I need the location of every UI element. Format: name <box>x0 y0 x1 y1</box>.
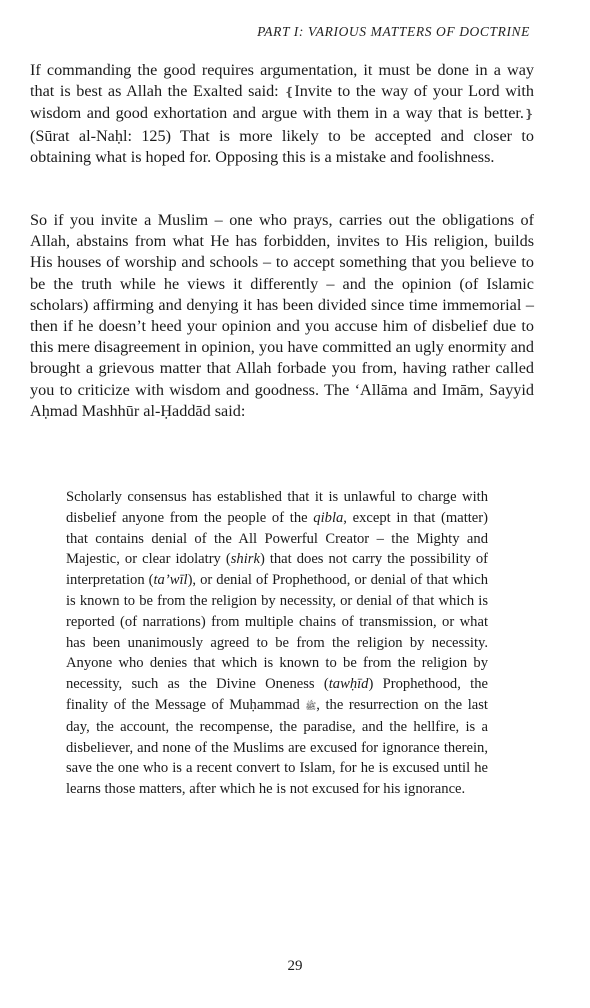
quote-segment-5: ) Prophethood, the finality of the Message of Muḥammad <box>66 676 488 713</box>
term-tawil: ta’wīl <box>153 572 188 589</box>
quote-segment-2: , except in that (matter) that contains denial of the All Powerful Creator – the Mighty and Majestic, or clear idolatry ( <box>66 509 489 568</box>
quran-close-bracket-icon: ❵ <box>523 107 534 122</box>
block-quotation <box>66 487 488 800</box>
paragraph-1-intro: If commanding the good requires argumentation, it must be done in a way that is best as Allah the Exalted said: <box>30 61 534 101</box>
paragraph-2 <box>30 210 534 422</box>
quote-segment-4: ), or denial of Prophethood, or denial of that which is known to be from the religion by necessity, or denial of that which is reported (of narrations) from multiple chains of transmission, or what has been unanimously agreed to be from the religion by necessity. Anyone who denies that which is known to be from the religion by necessity, such as the Divine Oneness ( <box>66 572 488 693</box>
quran-quote: Invite to the way of your Lord with wisdom and good exhortation and argue with them in a way that is better. <box>30 82 534 123</box>
quran-open-bracket-icon: ❴ <box>284 85 295 100</box>
paragraph-1-conclusion: (Sūrat al-Naḥl: 125) That is more likely to be accepted and closer to obtaining what is hoped for. Opposing this is a mistake and foolishness. <box>30 126 534 166</box>
paragraph-2-text: So if you invite a Muslim – one who prays, carries out the obligations of Allah, abstains from what He has forbidden, invites to His religion, builds His houses of worship and schools – to accept something that you believe to be the truth while he views it differently – and the opinion (of Islamic scholars) affirming and denying it has been divided since time immemorial – then if he doesn’t heed your opinion and you accuse him of disbelief due to this mere disagreement in opinion, you have committed an ugly enormity and brought a grievous matter that Allah forbade you from, having rather called you to criticize with wisdom and goodness. The ‘Allāma and Imām, Sayyid Aḥmad Mashhūr al-Ḥaddād said: <box>30 211 534 420</box>
paragraph-1 <box>30 60 534 168</box>
term-shirk: shirk <box>230 551 260 568</box>
quote-segment-3: ) that does not carry the possibility of interpretation ( <box>66 551 488 589</box>
running-head: PART I: VARIOUS MATTERS OF DOCTRINE <box>257 24 530 39</box>
term-tawhid: tawḥīd <box>328 676 369 693</box>
page-number: 29 <box>287 958 303 974</box>
honorific-icon: ﷺ <box>305 700 317 711</box>
quote-segment-6: , the resurrection on the last day, the account, the recompense, the paradise, and the hellfire, is a disbeliever, and none of the Muslims are excused for ignorance therein, save the one who is a recent convert to Islam, for he is excused until he learns those matters, after which he is not excused for his ignorance. <box>66 696 488 798</box>
term-qibla: qibla <box>313 509 344 526</box>
quote-segment-1: Scholarly consensus has established that it is unlawful to charge with disbelief anyone from the people of the <box>66 489 488 526</box>
